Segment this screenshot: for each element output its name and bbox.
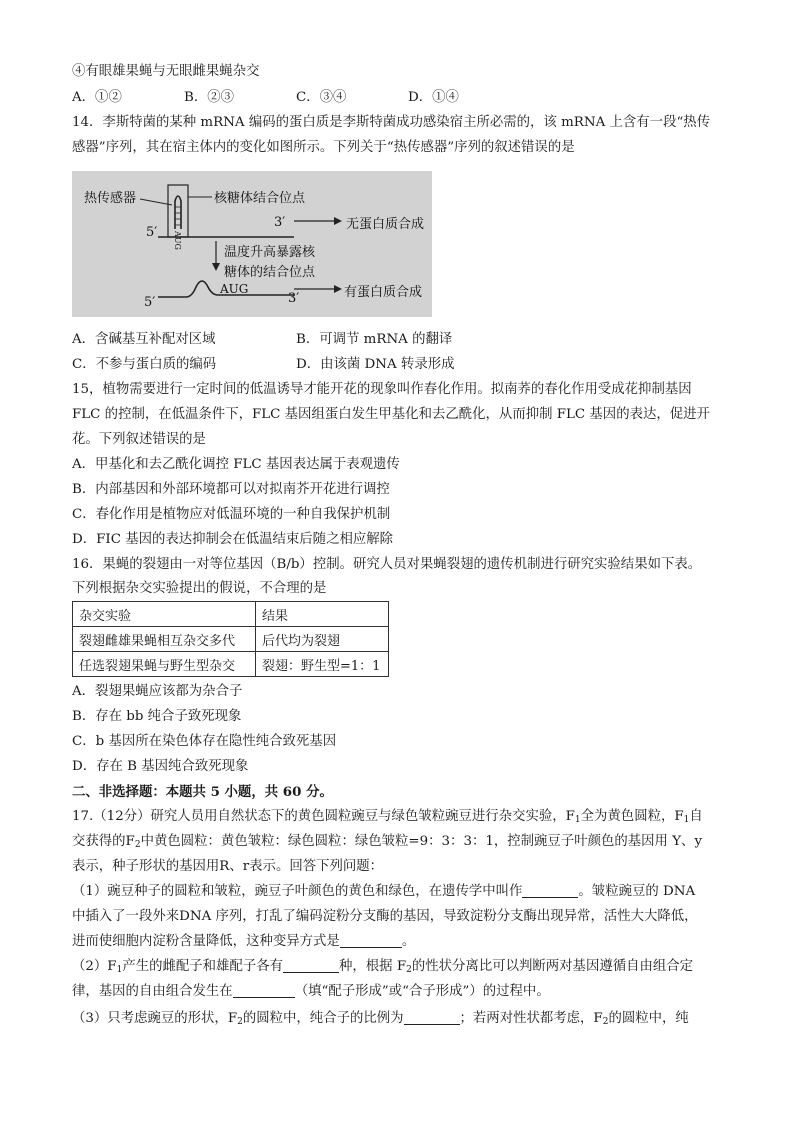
answer-blank[interactable] xyxy=(522,883,578,898)
q13-option-b: B．②③ xyxy=(184,90,235,105)
section-heading: 二、非选择题：本题共 5 小题，共 60 分。 xyxy=(72,784,333,800)
q16-option-a: A．裂翅果蝇应该都为杂合子 xyxy=(72,684,243,699)
q15-stem-line1: 15，植物需要进行一定时间的低温诱导才能开花的现象叫作春化作用。拟南荞的春化作用受成花抑制基因 xyxy=(72,382,692,397)
table-cell: 后代均为裂翅 xyxy=(256,627,389,652)
q14-option-a: A．含碱基互补配对区域 xyxy=(72,332,216,347)
q17-p1-line3: 进而使细胞内淀粉含量降低，这种变异方式是 。 xyxy=(72,934,416,949)
q14-stem-line2: 感器”序列，其在宿主体内的变化如图所示。下列关于“热传感器”序列的叙述错误的是 xyxy=(72,140,575,155)
arrow-down-icon xyxy=(212,263,220,271)
arrow-top-icon xyxy=(334,217,342,225)
q14-option-b: B．可调节 mRNA 的翻译 xyxy=(296,332,453,347)
fig-label-5-bottom: 5′ xyxy=(144,295,156,310)
q16-stem-line1: 16．果蝇的裂翅由一对等位基因（B/b）控制。研究人员对果蝇裂翅的遗传机制进行研究实验结果如下表。 xyxy=(72,557,702,572)
table-header-cell: 结果 xyxy=(256,602,389,627)
fig-process-line2: 糖体的结合位点 xyxy=(224,265,316,280)
table-row xyxy=(73,627,389,652)
q13-item4: ④有眼雄果蝇与无眼雌果蝇杂交 xyxy=(72,64,260,79)
fig-label-3-bottom: 3′ xyxy=(288,291,300,306)
table-row xyxy=(73,652,389,677)
answer-blank[interactable] xyxy=(404,1010,460,1025)
q16-option-d: D．存在 B 基因纯合致死现象 xyxy=(72,759,249,774)
hairpin-stem xyxy=(175,196,181,229)
q17-p3-line1: （3）只考虑豌豆的形状，$F_2$的圆粒中，纯合子的比例为 ；若两对性状都考虑，$F_2$的圆粒中，纯 xyxy=(72,1011,689,1027)
q17-line2: 交获得的$F_2$中黄色圆粒：黄色皱粒：绿色圆粒：绿色皱粒=9：3：3：1，控制豌豆子叶颜色的基因用 Y、y xyxy=(72,834,703,850)
q13-option-a: A．①② xyxy=(72,90,122,105)
q15-option-b: B．内部基因和外部环境都可以对拟南芥开花进行调控 xyxy=(72,482,390,497)
q15-option-d: D．FIC 基因的表达抑制会在低温结束后随之相应解除 xyxy=(72,532,394,547)
q15-option-c: C．春化作用是植物应对低温环境的一种自我保护机制 xyxy=(72,507,391,522)
q15-option-a: A．甲基化和去乙酰化调控 FLC 基因表达属于表观遗传 xyxy=(72,457,400,472)
fig-process-line1: 温度升高暴露核 xyxy=(224,245,316,260)
q17-line3: 表示，种子形状的基因用R、r表示。回答下列问题： xyxy=(72,859,384,874)
q16-table xyxy=(72,601,389,677)
q15-stem-line2: FLC 的控制，在低温条件下，FLC 基因组蛋白发生甲基化和去乙酰化，从而抑制 FLC 基因的表达，促进开 xyxy=(72,407,710,422)
answer-blank[interactable] xyxy=(340,933,402,948)
q16-option-b: B．存在 bb 纯合子致死现象 xyxy=(72,709,242,724)
q16-option-c: C．b 基因所在染色体存在隐性纯合致死基因 xyxy=(72,734,337,749)
q14-figure xyxy=(72,171,432,317)
fig-label-5-top: 5′ xyxy=(146,225,158,240)
fig-result-top: 无蛋白质合成 xyxy=(346,217,425,232)
q14-option-d: D．由该菌 DNA 转录形成 xyxy=(296,357,455,372)
q17-p1-line2: 中插入了一段外来DNA 序列，打乱了编码淀粉分支酶的基因，导致淀粉分支酶出现异常，活性大大降低， xyxy=(72,909,698,924)
table-cell: 裂翅：野生型=1：1 xyxy=(256,652,389,677)
fig-label-sensor: 热传感器 xyxy=(84,191,137,206)
q17-p2-line2: 律，基因的自由组合发生在 （填“配子形成”或“合子形成”）的过程中。 xyxy=(72,984,550,999)
table-header-row xyxy=(73,602,389,627)
q13-option-d: D．①④ xyxy=(408,90,459,105)
table-header-cell: 杂交实验 xyxy=(73,602,256,627)
q17-p1-line1: （1）豌豆种子的圆粒和皱粒，豌豆子叶颜色的黄色和绿色，在遗传学中叫作 。皱粒豌豆的 DNA xyxy=(72,884,696,899)
fig-label-ribosome-site: 核糖体结合位点 xyxy=(214,191,306,206)
hairpin-box xyxy=(168,185,188,237)
q17-p2-line1: $(2)F_1$产生的雌配子和雄配子各有 种，根据 $F_2$的性状分离比可以判断两对基因遵循自由组合定 xyxy=(72,959,694,975)
q16-stem-line2: 下列根据杂交实验提出的假说，不合理的是 xyxy=(72,581,327,596)
fig-result-bottom: 有蛋白质合成 xyxy=(344,285,423,300)
arrow-bottom-icon xyxy=(334,285,342,293)
fig-label-aug-top: AUG xyxy=(173,231,182,250)
q14-stem-line1: 14．李斯特菌的某种 mRNA 编码的蛋白质是李斯特菌成功感染宿主所必需的，该 mRNA 上含有一段“热传 xyxy=(72,115,711,130)
table-cell: 裂翅雌雄果蝇相互杂交多代 xyxy=(73,627,256,652)
q17-line1: 17.（12分）研究人员用自然状态下的黄色圆粒豌豆与绿色皱粒豌豆进行杂交实验，$F_1$全为黄色圆粒，$F_1$自 xyxy=(72,809,703,825)
table-cell: 任选裂翅果蝇与野生型杂交 xyxy=(73,652,256,677)
answer-blank[interactable] xyxy=(233,983,295,998)
q14-option-c: C．不参与蛋白质的编码 xyxy=(72,357,217,372)
fig-label-aug-bottom: AUG xyxy=(220,282,249,296)
q15-stem-line3: 花。下列叙述错误的是 xyxy=(72,432,206,447)
q13-option-c: C．③④ xyxy=(296,90,347,105)
answer-blank[interactable] xyxy=(283,958,339,973)
fig-label-3-top: 3′ xyxy=(274,215,286,230)
